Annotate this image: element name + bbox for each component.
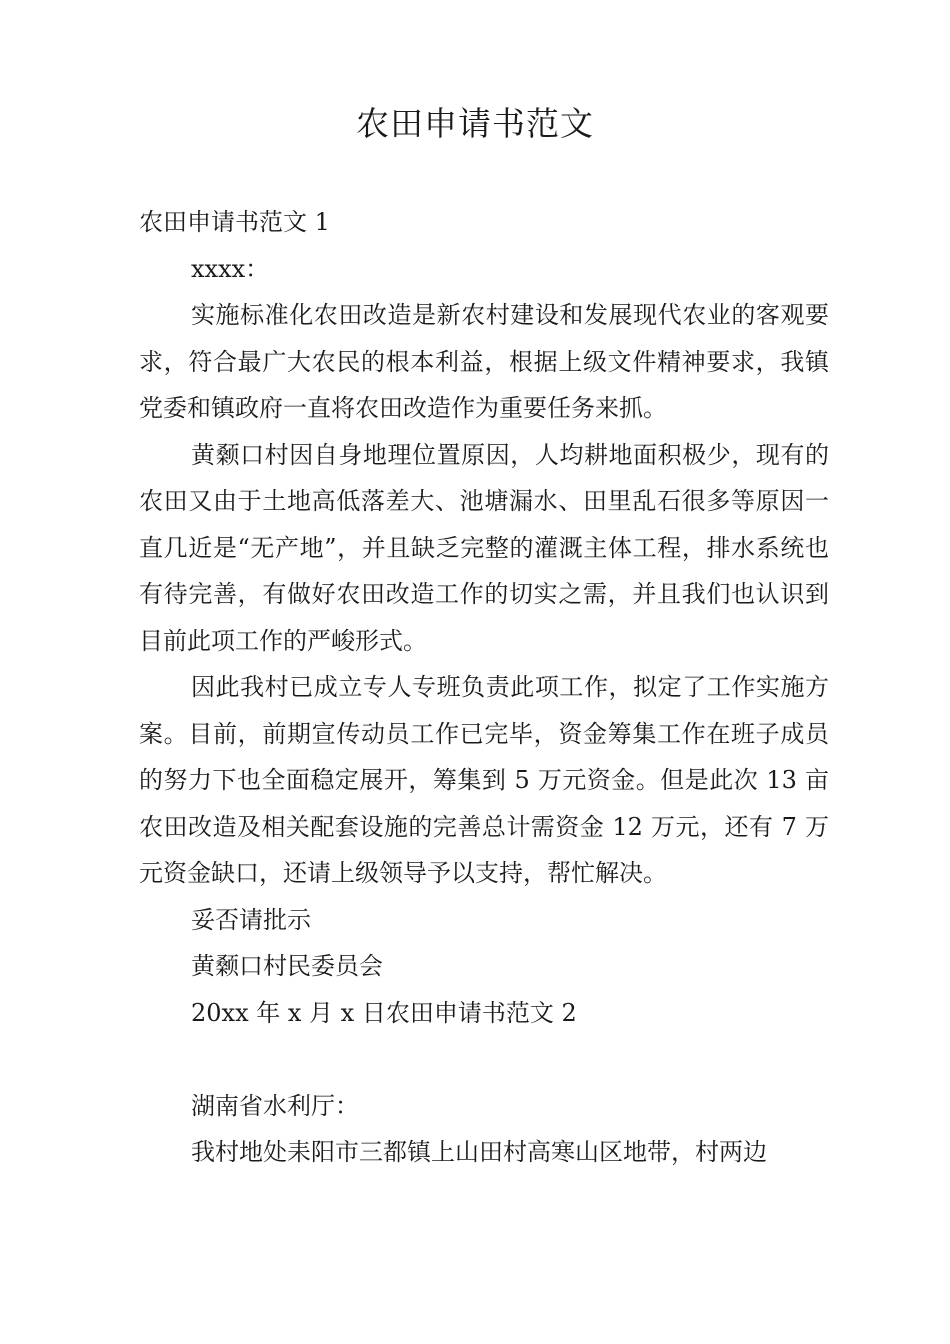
document-body (139, 199, 829, 1176)
document-title: 农田申请书范文 (356, 104, 594, 143)
salutation-2: 湖南省水利厅： (191, 1091, 359, 1120)
paragraph-3: 因此我村已成立专人专班负责此项工作，拟定了工作实施方案。目前，前期宣传动员工作已完毕，资金筹集工作在班子成员的努力下也全面稳定展开，筹集到 5 万元资金。但是此次 13 亩农田改造及相关配套设施的完善总计需资金 12 万元，还有 7 万元资金缺口，还请上级领导予以支持，帮忙解决。 (139, 673, 829, 887)
paragraph-2: 黄颡口村因自身地理位置原因，人均耕地面积极少，现有的农田又由于土地高低落差大、池塘漏水、田里乱石很多等原因一直几近是“无产地”，并且缺乏完整的灌溉主体工程，排水系统也有待完善，有做好农田改造工作的切实之需，并且我们也认识到目前此项工作的严峻形式。 (139, 440, 829, 655)
closing-line: 妥否请批示 (191, 905, 311, 934)
paragraph-1: 实施标准化农田改造是新农村建设和发展现代农业的客观要求，符合最广大农民的根本利益，根据上级文件精神要求，我镇党委和镇政府一直将农田改造作为重要任务来抓。 (139, 301, 829, 422)
date-and-section-heading-2: 20xx 年 x 月 x 日农田申请书范文 2 (191, 998, 577, 1027)
blank-line (139, 1036, 829, 1083)
signatory: 黄颡口村民委员会 (191, 952, 383, 980)
paragraph-4-start: 我村地处耒阳市三都镇上山田村高寒山区地带，村两边 (191, 1138, 767, 1166)
salutation-1: xxxx： (191, 254, 270, 283)
section-heading-1: 农田申请书范文 1 (139, 208, 330, 236)
